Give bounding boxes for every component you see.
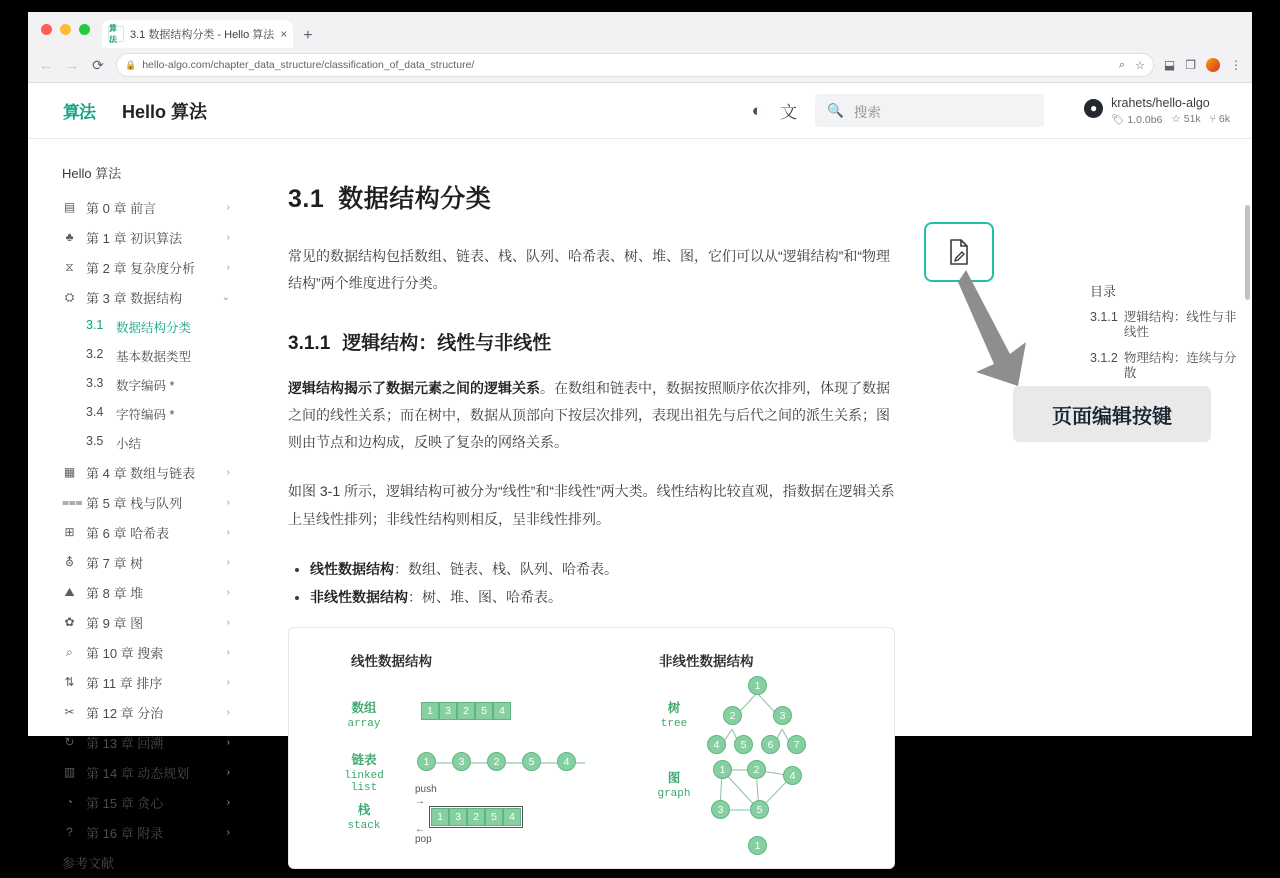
chevron-right-icon: › bbox=[226, 616, 230, 628]
chevron-right-icon: › bbox=[226, 261, 230, 273]
tree-node: 3 bbox=[773, 706, 792, 725]
sidebar-item-label: 第 5 章 栈与队列 bbox=[86, 495, 183, 511]
sidebar-item-chapter-15[interactable] bbox=[56, 787, 236, 817]
figure-data-structures bbox=[288, 627, 895, 869]
sidebar-subitem-num: 3.3 bbox=[86, 375, 104, 390]
figure-label-graph bbox=[639, 768, 709, 800]
figure-label-stack bbox=[329, 800, 399, 832]
linked-node: 1 bbox=[417, 752, 436, 771]
sidebar-item-label: 第 7 章 树 bbox=[86, 555, 144, 571]
hourglass-icon: ⧖ bbox=[65, 259, 74, 274]
sidebar-item-label: 第 2 章 复杂度分析 bbox=[86, 260, 196, 276]
array-cell: 3 bbox=[439, 702, 457, 720]
sidebar-item-chapter-1[interactable] bbox=[56, 222, 236, 252]
chevron-right-icon: › bbox=[226, 466, 230, 478]
bullet-list bbox=[288, 555, 910, 611]
annotation-callout: 页面编辑按键 bbox=[1013, 386, 1211, 442]
heap-icon: ⛰ bbox=[64, 584, 75, 599]
sidebar-item-chapter-7[interactable] bbox=[56, 547, 236, 577]
split-view-icon[interactable]: ❐ bbox=[1185, 58, 1196, 72]
github-icon: ● bbox=[1084, 99, 1103, 118]
greedy-icon: ◔ bbox=[65, 795, 74, 809]
forward-icon[interactable]: → bbox=[65, 57, 79, 73]
sort-icon: ⇅ bbox=[64, 675, 75, 689]
search-icon: 🔍 bbox=[827, 102, 844, 118]
sidebar-item-chapter-10[interactable] bbox=[56, 637, 236, 667]
repo-stats bbox=[1111, 113, 1230, 126]
push-arrow-icon: → bbox=[415, 796, 425, 808]
repo-version bbox=[1111, 113, 1162, 126]
question-icon: ? bbox=[66, 825, 73, 839]
sidebar-subitem-label: 数字编码 * bbox=[116, 378, 175, 393]
figure-label-cn: 数组 bbox=[351, 701, 377, 716]
stack-cell: 3 bbox=[449, 808, 467, 826]
header-actions bbox=[752, 94, 1230, 127]
sidebar-subitem-label: 字符编码 * bbox=[116, 407, 175, 422]
back-icon[interactable]: ← bbox=[39, 57, 53, 73]
repo-forks-value: 6k bbox=[1218, 112, 1230, 125]
toc-item-label: 逻辑结构：线性与非线性 bbox=[1123, 310, 1237, 339]
tree-node: 5 bbox=[734, 735, 753, 754]
browser-tab[interactable] bbox=[102, 20, 293, 48]
theme-toggle-icon[interactable]: ◐ bbox=[751, 100, 763, 120]
sidebar-item-chapter-4[interactable] bbox=[56, 457, 236, 487]
figure-label-linked-list bbox=[329, 750, 399, 794]
lock-icon: 🔒 bbox=[125, 59, 137, 70]
sidebar-item-label: 第 12 章 分治 bbox=[86, 705, 164, 721]
graph-node: 1 bbox=[713, 760, 732, 779]
tree-node: 4 bbox=[707, 735, 726, 754]
tree-icon: ⛢ bbox=[65, 555, 74, 569]
figure-label-en: stack bbox=[347, 820, 381, 833]
structure-icon: ⛭ bbox=[64, 289, 75, 304]
chevron-right-icon: › bbox=[226, 496, 230, 508]
linked-node: 2 bbox=[487, 752, 506, 771]
array-cell: 1 bbox=[421, 702, 439, 720]
toc-item-number: 3.1.1 bbox=[1090, 310, 1118, 324]
sidebar-item-3-4[interactable] bbox=[56, 399, 236, 428]
stack-pop-label: pop bbox=[415, 834, 432, 846]
browser-window bbox=[28, 12, 1252, 871]
chevron-right-icon: › bbox=[226, 766, 230, 778]
linked-node: 3 bbox=[452, 752, 471, 771]
reload-icon[interactable]: ⟳ bbox=[92, 56, 104, 73]
sidebar-item-label: 第 8 章 堆 bbox=[86, 585, 144, 601]
sidebar-title: Hello 算法 bbox=[62, 166, 122, 181]
extensions-icon[interactable]: ⬓ bbox=[1163, 58, 1176, 72]
linked-node: 5 bbox=[522, 752, 541, 771]
graph-node: 3 bbox=[711, 800, 730, 819]
url-text: hello-algo.com/chapter_data_structure/classification_of_data_structure/ bbox=[142, 59, 475, 71]
tree-node: 6 bbox=[761, 735, 780, 754]
site-title[interactable]: Hello 算法 bbox=[122, 101, 208, 122]
sidebar-item-chapter-0[interactable] bbox=[56, 192, 236, 222]
tab-favicon-icon: 算法 bbox=[108, 26, 124, 42]
stack-icon: ⩶ bbox=[62, 494, 83, 509]
repo-forks bbox=[1210, 113, 1230, 126]
graph-node: 5 bbox=[750, 800, 769, 819]
chevron-right-icon: › bbox=[226, 646, 230, 658]
sidebar-item-chapter-8[interactable] bbox=[56, 577, 236, 607]
graph-node: 2 bbox=[747, 760, 766, 779]
repo-link[interactable] bbox=[1084, 96, 1230, 126]
linked-node: 4 bbox=[557, 752, 576, 771]
array-cell: 2 bbox=[457, 702, 475, 720]
sidebar-subitem-label: 小结 bbox=[116, 436, 142, 451]
hash-icon: ⊞ bbox=[64, 525, 75, 539]
page-title-text: 数据结构分类 bbox=[338, 185, 492, 213]
sidebar-subitem-label: 基本数据类型 bbox=[116, 349, 192, 364]
sidebar-item-chapter-5[interactable] bbox=[56, 487, 236, 517]
omnibox-actions bbox=[1119, 59, 1145, 72]
table-icon: ▥ bbox=[63, 765, 76, 779]
book-icon: ▤ bbox=[63, 200, 76, 214]
chevron-right-icon: › bbox=[226, 706, 230, 718]
chevron-right-icon: › bbox=[226, 736, 230, 748]
figure-label-cn: 栈 bbox=[357, 803, 371, 818]
paragraph-2: 如图 3-1 所示，逻辑结构可被分为“线性”和“非线性”两大类。线性结构比较直观，指数据在逻辑关系上呈线性排列；非线性结构则相反，呈非线性排列。 bbox=[288, 483, 895, 527]
language-icon[interactable]: 文 bbox=[780, 103, 798, 122]
sidebar-item-3-2[interactable] bbox=[56, 341, 236, 370]
site-logo-icon[interactable]: 算法 bbox=[63, 103, 95, 122]
chevron-right-icon: › bbox=[226, 676, 230, 688]
file-edit-icon bbox=[948, 239, 970, 265]
toc-item-3-1-1[interactable] bbox=[1090, 310, 1238, 340]
grid-icon: ▦ bbox=[63, 465, 76, 479]
browser-toolbar bbox=[28, 48, 1252, 82]
sidebar-item-label: 第 15 章 贪心 bbox=[86, 795, 164, 811]
page-title-number: 3.1 bbox=[288, 185, 325, 213]
window-traffic-lights[interactable] bbox=[41, 24, 90, 35]
section-number: 3.1.1 bbox=[288, 332, 331, 354]
figure-label-cn: 树 bbox=[667, 701, 681, 716]
search-input[interactable] bbox=[815, 94, 1044, 127]
toc-item-3-1-2[interactable] bbox=[1090, 351, 1238, 381]
sidebar-subitem-num: 3.2 bbox=[86, 346, 104, 361]
page-content bbox=[28, 83, 1252, 871]
toc-item-number: 3.1.2 bbox=[1090, 351, 1118, 365]
tab-title: 3.1 数据结构分类 - Hello 算法 bbox=[130, 29, 275, 41]
stack-cell: 4 bbox=[503, 808, 521, 826]
new-tab-button[interactable]: + bbox=[303, 27, 313, 44]
search-placeholder: 搜索 bbox=[853, 104, 881, 120]
sidebar bbox=[28, 139, 248, 871]
page-title bbox=[288, 179, 1072, 215]
sidebar-subitem-num: 3.4 bbox=[86, 404, 104, 419]
sidebar-item-label: 第 3 章 数据结构 bbox=[86, 290, 183, 306]
tag-icon: 🏷 bbox=[1111, 113, 1125, 126]
fork-icon: ⑂ bbox=[1209, 112, 1216, 125]
graph-node: 4 bbox=[783, 766, 802, 785]
page-scrollbar[interactable] bbox=[1245, 205, 1250, 300]
repo-version-value: 1.0.0b6 bbox=[1127, 113, 1163, 126]
zoom-icon[interactable]: ⌕ bbox=[1118, 58, 1126, 71]
sidebar-item-label: 第 11 章 排序 bbox=[86, 675, 163, 691]
list-item-bold: 线性数据结构 bbox=[310, 561, 394, 578]
toc-title: 目录 bbox=[1090, 284, 1117, 299]
sidebar-item-chapter-14[interactable] bbox=[56, 757, 236, 787]
sidebar-item-chapter-6[interactable] bbox=[56, 517, 236, 547]
section-title: 逻辑结构：线性与非线性 bbox=[342, 332, 552, 354]
repo-stars-value: 51k bbox=[1183, 112, 1201, 125]
list-item bbox=[310, 555, 910, 583]
tree-node: 7 bbox=[787, 735, 806, 754]
intro-paragraph: 常见的数据结构包括数组、链表、栈、队列、哈希表、树、堆、图，它们可以从“逻辑结构”和“物理结构”两个维度进行分类。 bbox=[288, 248, 890, 292]
sidebar-item-label: 第 16 章 附录 bbox=[86, 825, 164, 841]
figure-label-array bbox=[329, 698, 399, 730]
chevron-down-icon: ⌄ bbox=[221, 291, 230, 303]
star-icon: ☆ bbox=[1171, 112, 1181, 125]
figure-label-en: graph bbox=[657, 788, 691, 801]
graph-icon: ✿ bbox=[64, 615, 75, 629]
sidebar-item-label: 第 0 章 前言 bbox=[86, 200, 157, 216]
sidebar-item-3-3[interactable] bbox=[56, 370, 236, 399]
chevron-right-icon: › bbox=[226, 526, 230, 538]
sidebar-item-chapter-2[interactable] bbox=[56, 252, 236, 282]
avatar[interactable] bbox=[1206, 58, 1220, 72]
sidebar-item-chapter-9[interactable] bbox=[56, 607, 236, 637]
toc-item-label: 物理结构：连续与分散 bbox=[1123, 351, 1237, 380]
sidebar-item-chapter-13[interactable] bbox=[56, 727, 236, 757]
sidebar-item-label: 第 14 章 动态规划 bbox=[86, 765, 190, 781]
chevron-right-icon: › bbox=[226, 556, 230, 568]
browser-chrome bbox=[28, 12, 1252, 83]
sidebar-item-chapter-12[interactable] bbox=[56, 697, 236, 727]
section-heading bbox=[288, 328, 1072, 355]
tree-node: 1 bbox=[748, 676, 767, 695]
figure-stack-cells bbox=[429, 806, 523, 828]
figure-array-cells bbox=[421, 702, 511, 720]
chevron-right-icon: › bbox=[226, 586, 230, 598]
list-item-rest: ：数组、链表、栈、队列、哈希表。 bbox=[394, 561, 618, 578]
sidebar-item-label: 第 9 章 图 bbox=[86, 615, 144, 631]
stack-cell: 5 bbox=[485, 808, 503, 826]
close-icon[interactable]: × bbox=[280, 27, 288, 41]
site-header bbox=[28, 83, 1252, 139]
divide-icon: ✂ bbox=[64, 705, 75, 719]
menu-icon[interactable]: ⋮ bbox=[1230, 58, 1242, 72]
figure-label-en: array bbox=[347, 718, 381, 731]
clover-icon: ♣ bbox=[65, 230, 74, 244]
figure-right-title: 非线性数据结构 bbox=[659, 654, 754, 670]
paragraph-1-bold: 逻辑结构揭示了数据元素之间的逻辑关系 bbox=[288, 379, 540, 396]
paragraph-1-rest: 。在数组和链表中，数据按照顺序依次排列，体现了数据之间的线性关系；而在树中，数据从顶部向下按层次排列，表现出祖先与后代之间的派生关系；图则由节点和边构成，反映了复杂的网络关系。 bbox=[288, 379, 890, 451]
annotation-arrow-icon bbox=[958, 268, 1048, 398]
tree-node: 2 bbox=[723, 706, 742, 725]
minimize-window-icon[interactable] bbox=[60, 24, 71, 35]
sidebar-item-chapter-16[interactable] bbox=[56, 817, 236, 847]
repo-name: krahets/hello-algo bbox=[1111, 95, 1210, 110]
figure-label-tree bbox=[639, 698, 709, 730]
chevron-right-icon: › bbox=[226, 826, 230, 838]
toolbar-icons bbox=[1164, 58, 1242, 72]
figure-label-en: linked list bbox=[344, 770, 384, 795]
sidebar-item-label: 第 1 章 初识算法 bbox=[86, 230, 183, 246]
list-item-bold: 非线性数据结构 bbox=[310, 589, 408, 606]
address-bar[interactable] bbox=[116, 53, 1154, 77]
figure-label-en: tree bbox=[660, 718, 688, 731]
sidebar-item-references[interactable]: 参考文献 bbox=[62, 856, 115, 871]
sidebar-item-chapter-11[interactable] bbox=[56, 667, 236, 697]
sidebar-item-label: 第 13 章 回溯 bbox=[86, 735, 164, 751]
chevron-right-icon: › bbox=[226, 231, 230, 243]
backtrack-icon: ↻ bbox=[64, 735, 75, 749]
sidebar-item-3-1[interactable] bbox=[56, 312, 236, 341]
linked-arrows-icon bbox=[435, 761, 615, 765]
stack-push-label: push bbox=[415, 784, 437, 796]
maximize-window-icon[interactable] bbox=[79, 24, 90, 35]
sidebar-subitem-num: 3.5 bbox=[86, 433, 104, 448]
chevron-right-icon: › bbox=[226, 796, 230, 808]
graph-node-extra: 1 bbox=[748, 836, 767, 855]
paragraph-1 bbox=[288, 375, 903, 457]
repo-stars bbox=[1171, 113, 1200, 126]
array-cell: 4 bbox=[493, 702, 511, 720]
sidebar-item-label: 第 6 章 哈希表 bbox=[86, 525, 170, 541]
pop-arrow-icon: ← bbox=[415, 824, 425, 836]
sidebar-item-label: 第 10 章 搜索 bbox=[86, 645, 164, 661]
list-item-rest: ：树、堆、图、哈希表。 bbox=[408, 589, 562, 606]
chevron-right-icon: › bbox=[226, 201, 230, 213]
sidebar-item-label: 第 4 章 数组与链表 bbox=[86, 465, 196, 481]
repo-meta bbox=[1111, 96, 1230, 126]
sidebar-item-chapter-3[interactable] bbox=[56, 282, 236, 312]
tab-bar bbox=[28, 12, 1252, 48]
figure-left-title: 线性数据结构 bbox=[351, 654, 432, 670]
figure-label-cn: 链表 bbox=[351, 753, 377, 768]
bookmark-icon[interactable]: ☆ bbox=[1135, 59, 1145, 72]
stack-cell: 2 bbox=[467, 808, 485, 826]
sidebar-subitem-label: 数据结构分类 bbox=[116, 320, 192, 335]
sidebar-item-3-5[interactable] bbox=[56, 428, 236, 457]
figure-label-cn: 图 bbox=[667, 771, 681, 786]
stack-cell: 1 bbox=[431, 808, 449, 826]
search-icon: ⌕ bbox=[66, 644, 73, 659]
list-item bbox=[310, 583, 910, 611]
sidebar-subitem-num: 3.1 bbox=[86, 317, 104, 332]
close-window-icon[interactable] bbox=[41, 24, 52, 35]
array-cell: 5 bbox=[475, 702, 493, 720]
